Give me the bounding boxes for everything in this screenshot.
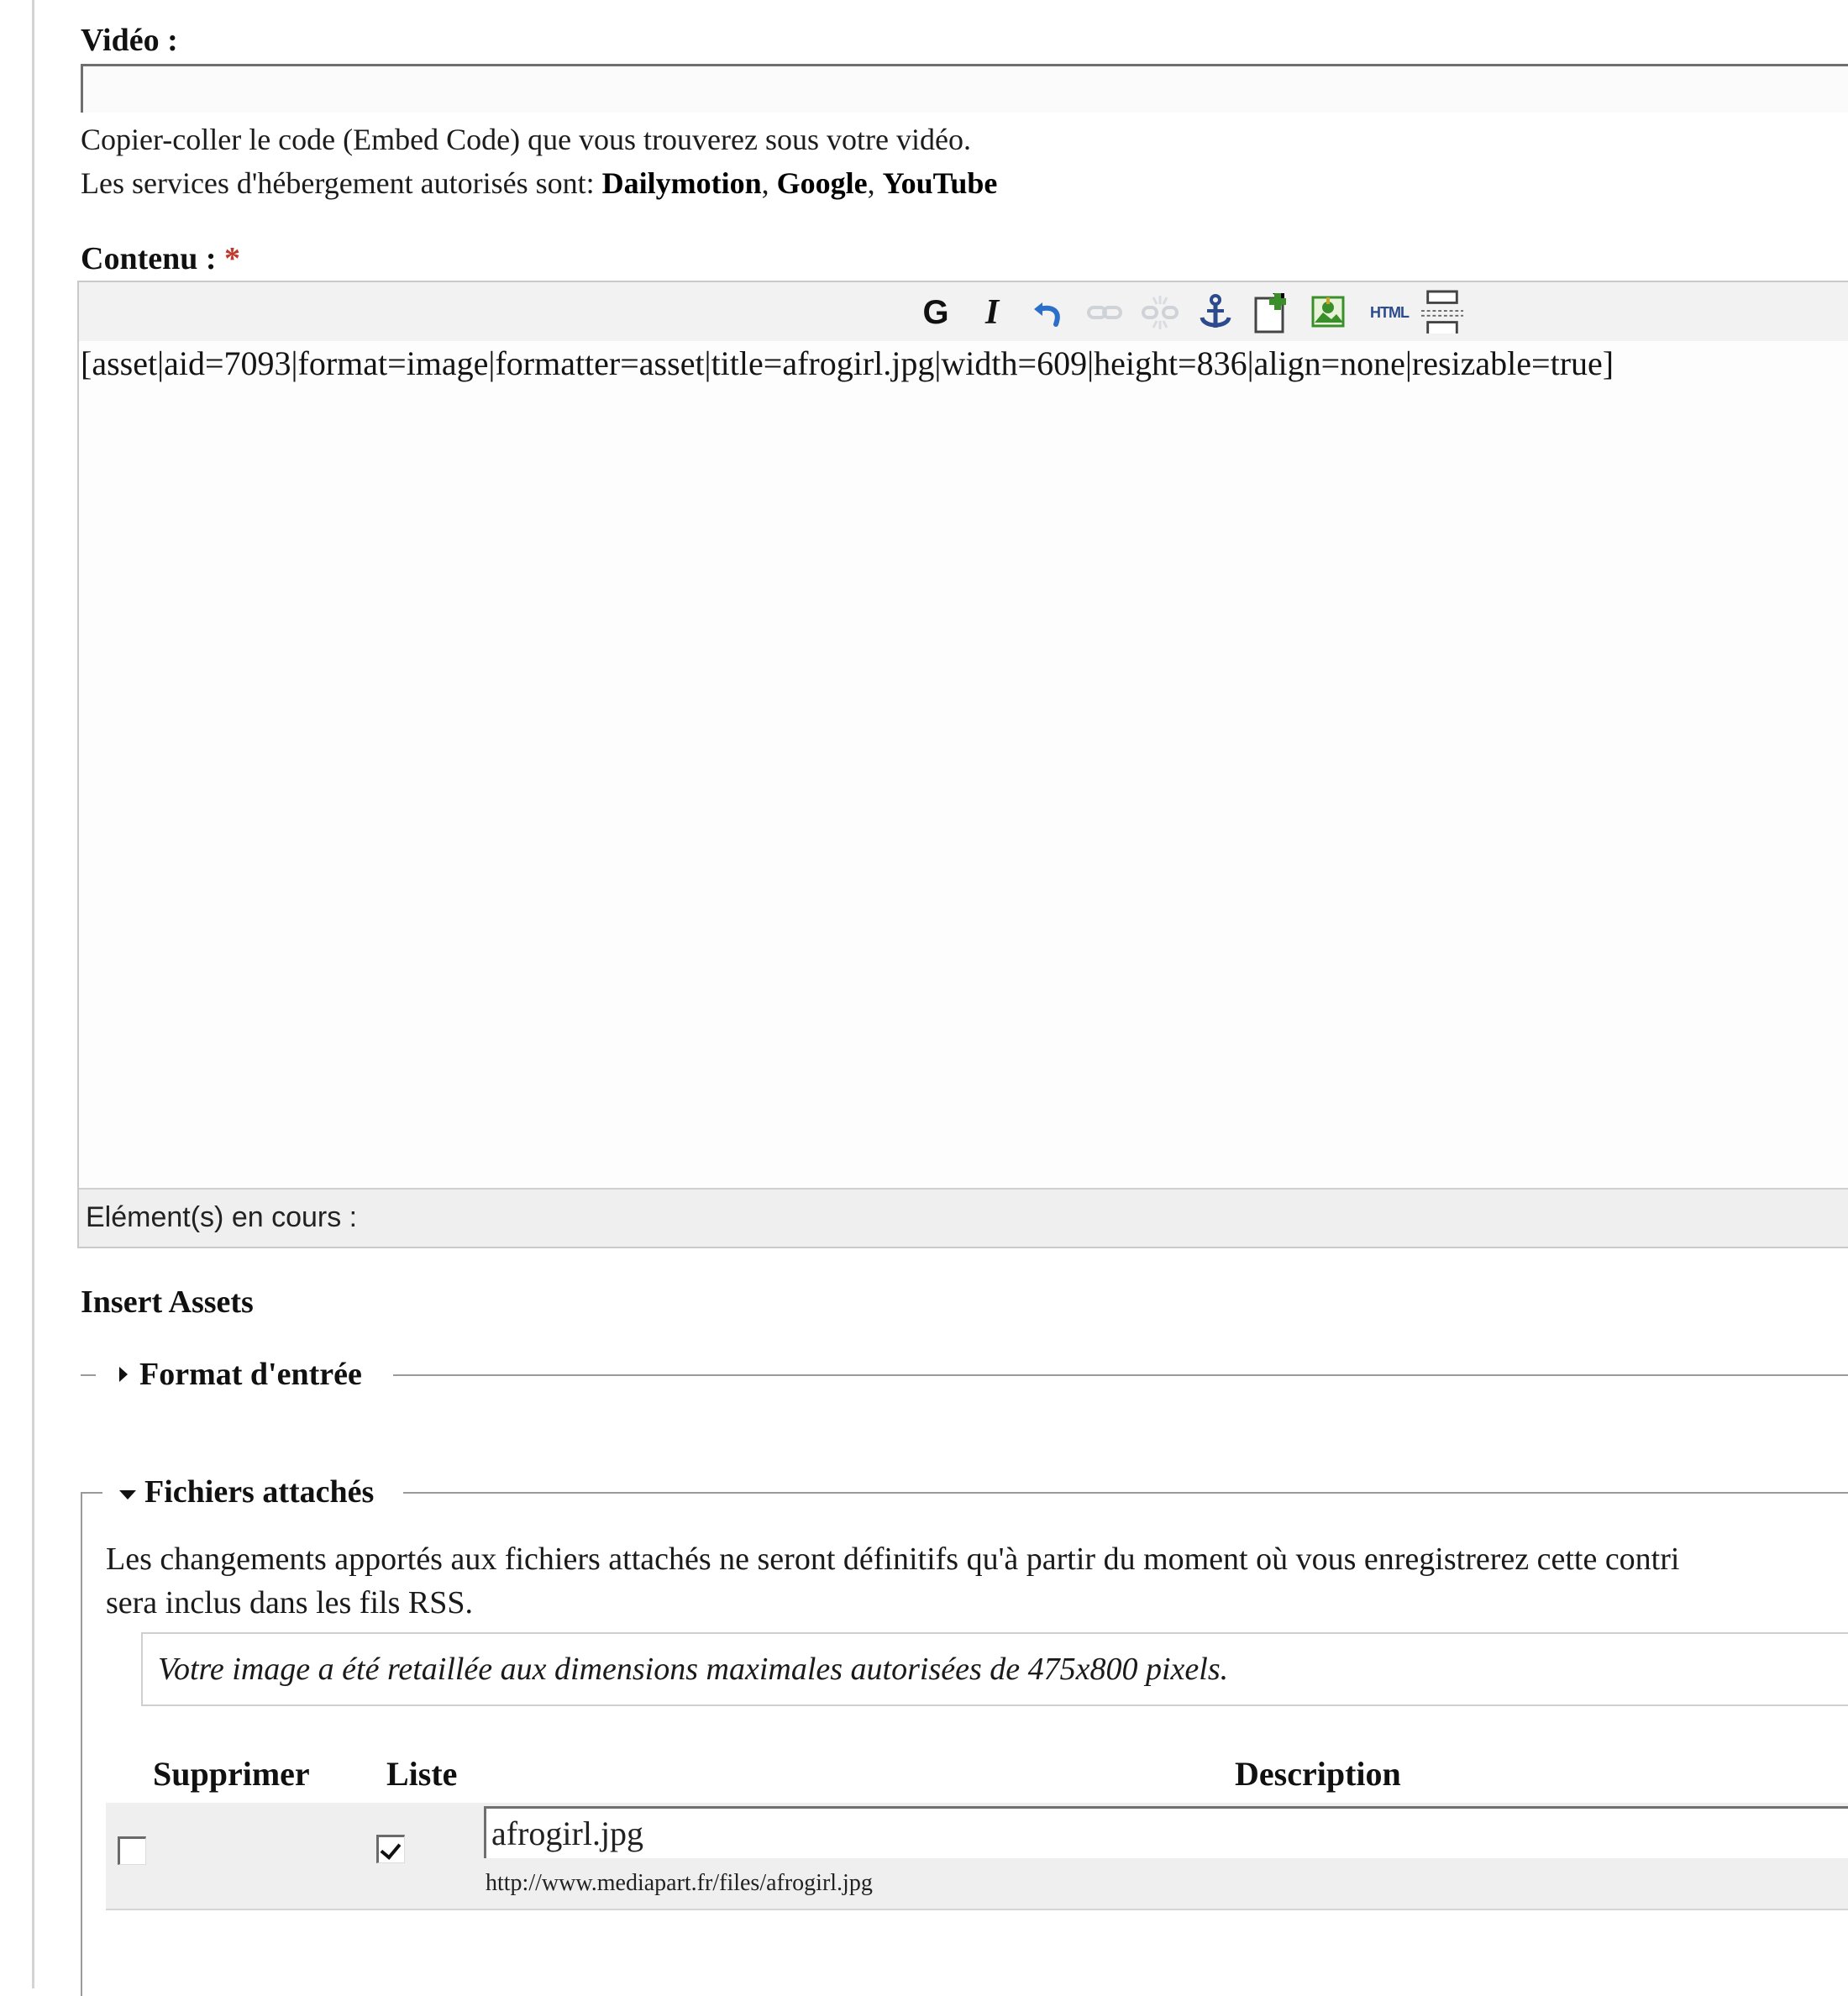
attachments-notice xyxy=(106,1537,1848,1625)
column-header-delete: Supprimer xyxy=(153,1755,310,1793)
service-dailymotion: Dailymotion xyxy=(601,166,762,200)
video-label-text: Vidéo : xyxy=(81,23,178,58)
html-icon: HTML xyxy=(1370,303,1409,321)
editor-status-label: Elément(s) en cours : xyxy=(86,1201,358,1233)
bold-button[interactable] xyxy=(915,292,957,333)
unlink-icon xyxy=(1142,294,1179,331)
video-help-line2 xyxy=(81,165,997,202)
expanded-arrow-icon xyxy=(119,1490,136,1500)
attachments-legend: Fichiers attachés xyxy=(144,1474,375,1510)
node-edit-form xyxy=(81,0,1848,1988)
service-separator: , xyxy=(867,166,883,200)
insert-file-button[interactable] xyxy=(1250,292,1292,333)
content-field-label xyxy=(81,240,240,277)
input-format-fieldset-border-left xyxy=(81,1374,96,1376)
input-format-legend: Format d'entrée xyxy=(139,1357,362,1392)
html-source-button[interactable] xyxy=(1364,292,1415,333)
page-left-border xyxy=(32,0,34,1988)
list-checkbox[interactable] xyxy=(376,1835,405,1863)
attachments-toggle[interactable] xyxy=(119,1473,374,1510)
input-format-fieldset-border-right xyxy=(393,1374,1848,1376)
video-help-line1: Copier-coller le code (Embed Code) que vous trouverez sous votre vidéo. xyxy=(81,123,971,156)
italic-button[interactable] xyxy=(971,292,1013,333)
anchor-button[interactable] xyxy=(1194,292,1236,333)
anchor-icon xyxy=(1199,294,1232,331)
rich-text-editor xyxy=(77,281,1848,1248)
image-icon xyxy=(1310,294,1347,331)
delete-checkbox[interactable] xyxy=(118,1836,146,1865)
insert-image-button[interactable] xyxy=(1307,292,1349,333)
link-icon xyxy=(1087,302,1122,323)
file-add-icon xyxy=(1252,292,1289,334)
editor-status-bar xyxy=(79,1188,1848,1247)
undo-icon xyxy=(1031,296,1064,329)
content-label-text: Contenu : xyxy=(81,241,217,276)
file-description-input[interactable] xyxy=(484,1806,1848,1858)
video-help-prefix: Les services d'hébergement autorisés sont: xyxy=(81,166,602,200)
column-header-list: Liste xyxy=(386,1755,458,1793)
page-break-button[interactable] xyxy=(1421,292,1463,333)
attachments-notice-line2: sera inclus dans les fils RSS. xyxy=(106,1585,473,1620)
video-embed-input[interactable] xyxy=(81,64,1848,113)
attachments-fieldset-border-top-left xyxy=(81,1492,102,1494)
required-marker: * xyxy=(224,241,241,276)
italic-icon: I xyxy=(984,293,1000,332)
checkmark-icon xyxy=(381,1838,402,1860)
collapsed-arrow-icon xyxy=(119,1367,128,1382)
editor-toolbar xyxy=(79,282,1848,341)
attachments-fieldset-border-top-right xyxy=(403,1492,1848,1494)
editor-body-text[interactable]: [asset|aid=7093|format=image|formatter=asset|title=afrogirl.jpg|width=609|height=836|align=none|resizable=true] xyxy=(81,344,1614,382)
bold-icon: G xyxy=(922,293,949,331)
file-url: http://www.mediapart.fr/files/afrogirl.jpg xyxy=(486,1870,873,1896)
service-google: Google xyxy=(776,166,868,200)
video-field-label xyxy=(81,22,178,59)
page-break-icon xyxy=(1421,289,1463,336)
attachments-notice-line1: Les changements apportés aux fichiers attachés ne seront définitifs qu'à partir du moment où vous enregistrerez cette contri xyxy=(106,1542,1680,1577)
link-button[interactable] xyxy=(1084,292,1126,333)
undo-button[interactable] xyxy=(1026,292,1068,333)
resize-status-message: Votre image a été retaillée aux dimensions maximales autorisées de 475x800 pixels. xyxy=(141,1632,1848,1706)
service-youtube: YouTube xyxy=(882,166,998,200)
input-format-toggle[interactable] xyxy=(119,1356,362,1393)
attachments-fieldset-border-left xyxy=(81,1492,82,1996)
insert-assets-link[interactable]: Insert Assets xyxy=(81,1284,254,1320)
service-separator: , xyxy=(761,166,777,200)
unlink-button[interactable] xyxy=(1139,292,1181,333)
column-header-description: Description xyxy=(1235,1755,1401,1793)
